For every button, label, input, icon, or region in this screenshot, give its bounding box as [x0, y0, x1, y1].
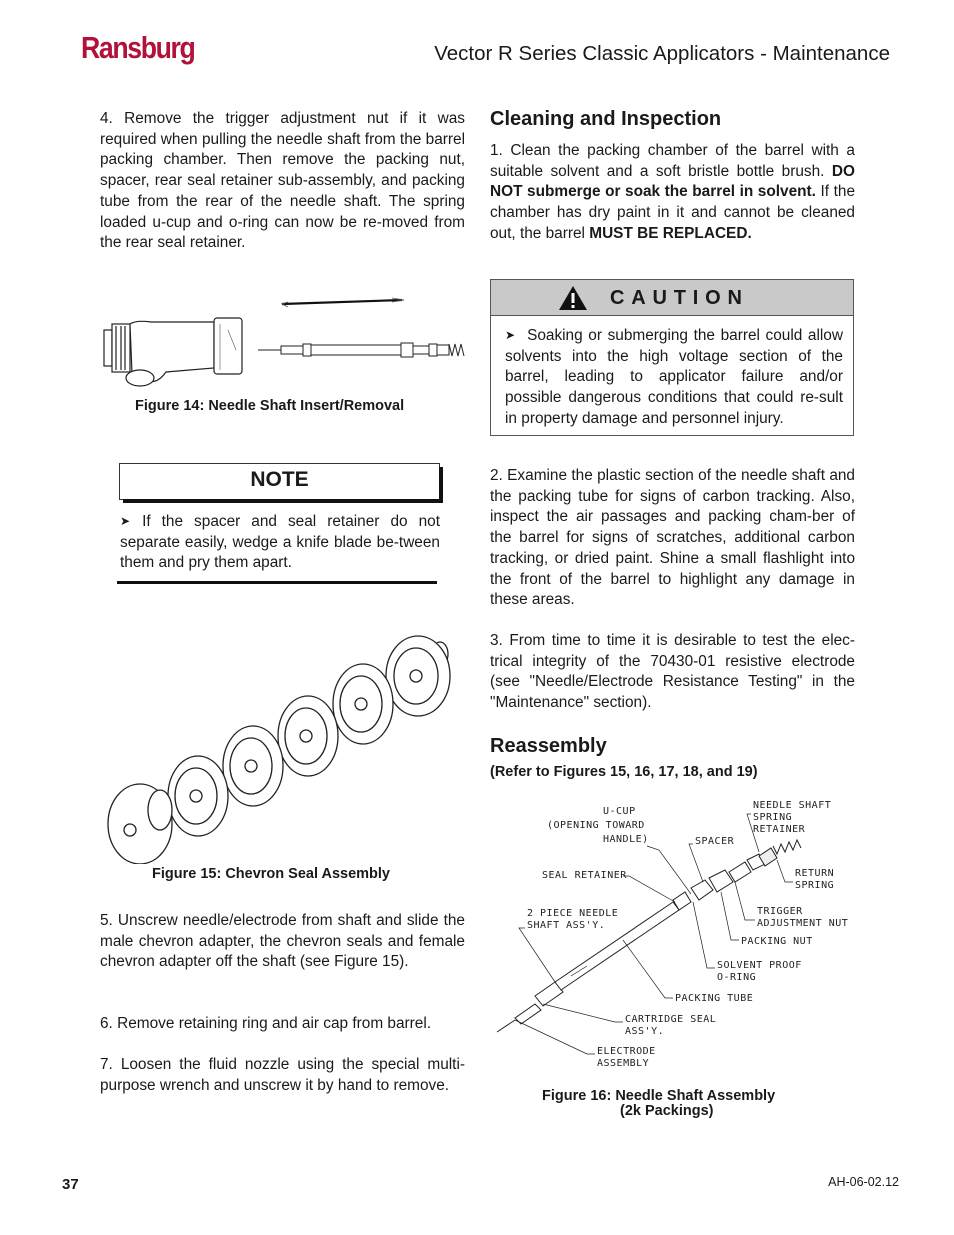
figure-15-caption: Figure 15: Chevron Seal Assembly [152, 866, 390, 882]
clean-step-1-text: 1. Clean the packing chamber of the barrel with a suitable solvent and a soft bristle bottle brush. DO NOT submerge or soak the barrel in solvent. If the chamber has dry paint in it and cannot be cleaned out, the barrel MUST BE REPLACED. [490, 142, 855, 242]
needle-shaft [258, 343, 464, 357]
step-4-text: 4. Remove the trigger adjustment nut if it was required when pulling the needle shaft from the barrel packing chamber. Then remove the packing nut, spacer, rear seal retainer sub-assembly, and packing tube from the rear of the needle shaft. The spring loaded u-cup and o-ring can now be re-moved from the rear seal retainer. [100, 110, 465, 252]
label-packing-nut: PACKING NUT [741, 936, 813, 947]
label-ucup-3: HANDLE) [603, 834, 649, 845]
label-trigger-adjustment-nut-2: ADJUSTMENT NUT [757, 918, 849, 929]
label-electrode-assembly: ELECTRODE [597, 1046, 656, 1057]
barrel-body [104, 318, 242, 386]
label-solvent-proof-oring-2: O-RING [717, 972, 757, 983]
clean-step-3-text: 3. From time to time it is desirable to test the elec-trical integrity of the 70430-01 resistive electrode (see "Needle/Electrode Resistance Testing" in the "Maintenance" section). [490, 632, 855, 712]
figure-14-needle-shaft-drawing [96, 290, 468, 400]
chevron-seal-5 [333, 664, 393, 744]
note-bottom-rule [117, 581, 437, 584]
figure-16-needle-shaft-assembly-drawing [495, 790, 865, 1080]
label-seal-retainer: SEAL RETAINER [542, 870, 627, 881]
label-electrode-assembly-2: ASSEMBLY [597, 1058, 650, 1069]
label-return-spring-2: SPRING [795, 880, 835, 891]
step-6-text: 6. Remove retaining ring and air cap from barrel. [100, 1015, 432, 1032]
chevron-seal-6 [386, 636, 450, 716]
label-return-spring: RETURN [795, 868, 835, 879]
page-header-title: Vector R Series Classic Applicators - Maintenance [434, 42, 890, 65]
label-solvent-proof-oring: SOLVENT PROOF [717, 960, 802, 971]
note-box [119, 463, 440, 500]
document-code: AH-06-02.12 [828, 1175, 899, 1189]
label-needle-spring-retainer: NEEDLE SHAFT [753, 800, 832, 811]
note-title: NOTE [250, 468, 309, 491]
arrow-bullet-icon: ➤ [505, 328, 516, 342]
figure-15-chevron-seal-drawing [100, 632, 452, 864]
cleaning-heading: Cleaning and Inspection [490, 108, 722, 130]
label-ucup-2: (OPENING TOWARD [547, 820, 645, 831]
warning-triangle-icon [558, 285, 588, 311]
figure-16-caption: Figure 16: Needle Shaft Assembly [542, 1088, 776, 1104]
label-spacer: SPACER [695, 836, 735, 847]
label-trigger-adjustment-nut: TRIGGER [757, 906, 803, 917]
step-7-text: 7. Loosen the fluid nozzle using the special multi-purpose wrench and unscrew it by hand to remove. [100, 1056, 465, 1094]
label-two-piece-shaft-2: SHAFT ASS'Y. [527, 920, 606, 931]
label-packing-tube: PACKING TUBE [675, 993, 754, 1004]
insertion-arrow [282, 300, 402, 304]
reassembly-heading: Reassembly [490, 735, 607, 757]
chevron-seal-4 [278, 696, 338, 776]
brand-logo: Ransburg [81, 30, 195, 65]
page-number: 37 [62, 1176, 79, 1193]
caution-text: ➤ Soaking or submerging the barrel could allow solvents into the high voltage section of the barrel, leading to applicator failure and/or possible dangerous conditions that could re-sult in property damage and personnel injury. [505, 327, 843, 427]
figure-16-caption-2: (2k Packings) [620, 1103, 714, 1119]
label-cartridge-seal-2: ASS'Y. [625, 1026, 665, 1037]
caution-box [490, 279, 854, 436]
label-ucup: U-CUP [603, 806, 636, 817]
clean-step-2-text: 2. Examine the plastic section of the needle shaft and the packing tube for signs of carbon tracking. Also, inspect the air passages and packing cham-ber of the barrel for signs of scratches, additional carbon tracking, or dried paint. Shine a small flashlight into the front of the barrel to highlight any damage in these areas. [490, 467, 855, 609]
caution-header [491, 280, 853, 316]
caution-title: CAUTION [610, 287, 749, 309]
reassembly-subheading: (Refer to Figures 15, 16, 17, 18, and 19) [490, 764, 758, 780]
chevron-seal-3 [223, 726, 283, 806]
chevron-seal-1 [108, 784, 172, 864]
chevron-seal-2 [168, 756, 228, 836]
label-two-piece-shaft: 2 PIECE NEEDLE [527, 908, 619, 919]
label-needle-spring-retainer-2: SPRING [753, 812, 793, 823]
arrow-bullet-icon: ➤ [120, 514, 131, 528]
figure-14-caption: Figure 14: Needle Shaft Insert/Removal [135, 398, 405, 414]
label-needle-spring-retainer-3: RETAINER [753, 824, 806, 835]
label-cartridge-seal: CARTRIDGE SEAL [625, 1014, 717, 1025]
step-5-text: 5. Unscrew needle/electrode from shaft and slide the male chevron adapter, the chevron seals and female chevron adapter off the shaft (see Figure 15). [100, 912, 465, 971]
note-text: ➤ If the spacer and seal retainer do not separate easily, wedge a knife blade be-tween them and pry them apart. [120, 513, 440, 572]
